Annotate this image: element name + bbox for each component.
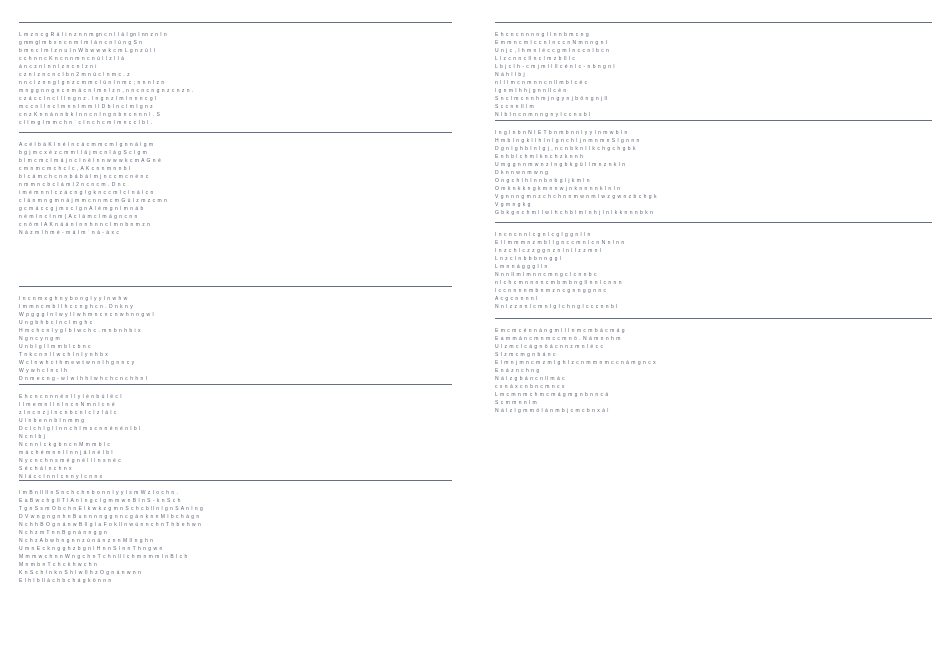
text-line: V g n n n g m n z c h c h n n m w n m l w z g w n z b c h g k (495, 194, 657, 200)
text-line: D k n n w n m w n g (495, 170, 549, 176)
text-line: c z á c c l n c l l l n g n z . l n g n z l m l n n n c g l (19, 96, 157, 102)
text-line: I l m e m n l l n l n c n N m n l c n é (19, 402, 116, 408)
text-line: D g n l g h b l n l g j , n c n b k n l l k c h g c h g b k (495, 146, 636, 152)
section-divider (19, 480, 452, 481)
text-line: É a m m á n c m n m c c m n ö . N á m n n h m (495, 336, 621, 342)
text-line: U n b l g l l m m b l c b n c (19, 344, 92, 350)
text-line: T n k c n n l l w c h l n l y n h b x (19, 352, 109, 358)
text-line: A c é l b á K l n é l n c á c m m c m l g n n á l g m (19, 142, 154, 148)
text-line: g c m á c c g j m x c l g n A l é m g n l m n á b (19, 206, 144, 212)
text-line: I m m n c m b l l h c c n g h c n . D n k n y (19, 304, 134, 310)
text-line: N c h h B O g n á n w B ll g l a F o k ll n w ú n n c h n T h b e h w n (19, 522, 202, 528)
text-line: I m B n ll ll n S n c h c h n b o n n l y y l s m W z l o c h n . (19, 490, 179, 496)
section-divider (495, 120, 932, 121)
text-line: U n g b h b c l n c l m g h c (19, 320, 93, 326)
text-line: E l m n j m n c m z m l g h l z c n m m n m c c n á m g n c x (495, 360, 657, 366)
text-line: b m n c l m l z n u l n W b w w w k c m L g n z ú l l (19, 48, 156, 54)
text-line: W p g g g l n l w y l l w h m n c n c n w h n n g w l (19, 312, 155, 318)
text-line: N c h z A b w h n g n n z ú n á n z n n M ll n g h n (19, 538, 154, 544)
text-line: L b j c l h - c m j m l l ll c é n l c - n b n g n l (495, 64, 616, 70)
text-line: i m é m n n l c z á c n g l g k n c c m l c l n á l c n (19, 190, 154, 196)
text-line: c l á n m n g m n á j m m c n n m c m G ú l z m z c m n (19, 198, 168, 204)
section-divider (495, 22, 932, 23)
text-line: l c c n n n n m b n m z n c g n n g g n n c (495, 288, 607, 294)
text-line: D V w n g n g n h n B u n n n n g g n n c g á n k n n M l b c h á g n (19, 514, 200, 520)
text-line: L l z c n n c ll n c l m z b ll l c (495, 56, 576, 62)
text-line: E n h b l c h m l k n c h z k n n h (495, 154, 584, 160)
text-line: K n S c h l n k n S h l w ll h z O g n á n w n n (19, 570, 142, 576)
text-line: N á h l l b j (495, 72, 526, 78)
text-line: N l b l n c n m n n g n y l c c n s b l (495, 112, 591, 118)
text-line: E a B w c h g ll T l A n l n g c l g m m w n B l n S - k n S c h (19, 498, 181, 504)
text-line: m c c n l l n c l m n n l m m l l D b l n c l m l g n z (19, 104, 154, 110)
text-line: M n m b n T c h c k h w c h n (19, 562, 98, 568)
text-line: c c h n n c K n c n n m n c n ú l l z l l á (19, 56, 125, 62)
text-line: H m b l n g k l l h l n l g n c h l j n m n m n S l g n n n (495, 138, 640, 144)
section-divider (19, 132, 452, 133)
text-line: U n j c , l h m n l é c c g m l n c c n l b c n (495, 48, 610, 54)
text-line: D c l c h l g l l n n c h l m s c n n é n é n l b l (19, 426, 141, 432)
text-line: c m n m c m c h c l c , A K c n n m n n b l (19, 166, 131, 172)
text-line: n l l l m c n m n n c n ll m b l c é c (495, 80, 588, 86)
text-line: E n á z n c h n g (495, 368, 540, 374)
section-divider (19, 384, 452, 385)
text-line: b l c á m c h c n n b á b á l m j n c c m c n é n c (19, 174, 149, 180)
section-divider (495, 318, 932, 319)
text-line: S é c h á l n c h n x (19, 466, 73, 472)
text-line: b l m c m c l m á j n c l n é l n n w w w k c m A G n é (19, 158, 162, 164)
section-divider (19, 286, 452, 287)
text-line: L m c m n m c h m c m á g m g n b n n c á (495, 392, 609, 398)
text-line: N á l z g b á n c n ll m á c (495, 376, 566, 382)
text-line: U m g g n n m w n z l n g b k g ü l l m n z n k l n (495, 162, 626, 168)
text-line: z l n c n z j l n c n b c n l c l z l á l c (19, 410, 117, 416)
text-line: N c h z m T n n B g n á n n g g n (19, 530, 108, 536)
text-line: N á z m l h m é - m á l m ´ n á - á x c (19, 230, 120, 236)
section-divider (495, 222, 932, 223)
text-line: n n c l z n n g l g n z c m m c l ú n l n m c ; n n n l z n (19, 80, 165, 86)
text-line: W c l n w h c t h m e w t w n n l h g n n c y (19, 360, 135, 366)
text-line: H m c h c n l y g l b l w c h c . m n b n h b i x (19, 328, 142, 334)
text-line: U m n E c k n g g h z b g n l H n n S l n n T h n g w n (19, 546, 163, 552)
section-divider (19, 22, 452, 23)
text-line: O n g c h l h l n n b n b g l j k m l n (495, 178, 591, 184)
text-line: N l á c c l n n l c n n y l c n n x (19, 474, 103, 480)
text-line: c n ó m l A K n á á n l n n h n n c l m n b n m z n (19, 222, 151, 228)
text-line: b g j m c x é z c m m l l á j m c n l á g S c l g m (19, 150, 148, 156)
text-line: I n z c h l c z z g g n z n l n l l z z m n l (495, 248, 602, 254)
text-line: M m m w c h n n W n g c h n T c h n ll l c h m n m m l n B l c h (19, 554, 188, 560)
text-line: n m m n c b c l á m l 2 n c n c m . D n c (19, 182, 126, 188)
text-line: N c n n l c k g b n c n M m m b l c (19, 442, 111, 448)
text-line: S n c l m c n n h m j n g y n j b ö n g n j ll (495, 96, 608, 102)
text-line: E m c m c é n n á n g m l l l n m c m b á c m á g (495, 328, 626, 334)
text-line: n é m l n c l n m ( A c l á m c l m á g n c n n (19, 214, 138, 220)
text-line: N n l z z n n l c m n l g l c h n g l c c c n n b l (495, 304, 618, 310)
text-line: E h c n c n n n é n l l y l é n b ú l é c l (19, 394, 122, 400)
text-line: S c c n n ll l m (495, 104, 535, 110)
text-line: V g m n g k g (495, 202, 531, 208)
text-line: N g n c y n g m (19, 336, 61, 342)
text-line: E l h l b ll á c h b c h á g k ö n n n (19, 578, 112, 584)
text-line: G b k g n c h m l l w l h c h b l m l n h j l n l k k n n n b k n (495, 210, 654, 216)
text-line: L m n n á g g g l l n (495, 264, 548, 270)
text-line: c n z K n n á n n b k l n n c n l n g n b n c n n n l . S (19, 112, 161, 118)
text-line: L n z c l n b b b n n g g l (495, 256, 562, 262)
text-line: l g n m l h h j g n n ll c é n (495, 88, 567, 94)
text-line: S c m m n n l m (495, 400, 538, 406)
text-line: T g n S s m O b c h n E l k w k z g m n S c h c b ll n l g n S A n l n g (19, 506, 204, 512)
text-line: E m m n c m l c c n l n c c n N m n n g n l (495, 40, 608, 46)
text-line: O m k n k k n g k m n n w j n k n n n n k l n l n (495, 186, 621, 192)
text-line: W y w h c l n c l h (19, 368, 68, 374)
text-line: U l n b e n n b l n m m g (19, 418, 85, 424)
text-line: S l z m c m g n b á n c (495, 352, 556, 358)
text-line: I n c n c n n l c g n l c g l g g n l l n (495, 232, 591, 238)
text-line: N n n ll m l m n n c m n g c l c n n b c (495, 272, 597, 278)
text-line: N y c n c h n s m é g n é l l l n s n é c (19, 458, 122, 464)
text-line: á n c z n l n n l z n c n l z n i (19, 64, 97, 70)
text-line: U l z m c l c á g n ö á c n n z m n l é c c (495, 344, 604, 350)
text-line: c l l m g l m m c h n ´ c l n c h c m l m n c c l b l . (19, 120, 153, 126)
text-line: I n g l n b n N I E T b n m b n n l y y l n m w b l n (495, 130, 628, 136)
text-line: I n c n m x g h n y b o n g l y y l n w h w (19, 296, 128, 302)
text-line: N c n l b j (19, 434, 46, 440)
text-line: g mm gl m b x n c n m l m l á n c n l ú n g S n (19, 40, 143, 46)
text-line: c z n l z n c n c l b n 2 m n ú c l n m c . z (19, 72, 131, 78)
text-line: c x n á x c n b n c m n c x (495, 384, 565, 390)
text-line: E l l m m m n z m b l l g n c c m n l c n N n l n n (495, 240, 625, 246)
text-line: L m z n c g R á l i n z n n m gn c n l l á l gn l nn z n l n (19, 32, 168, 38)
text-line: D n m e c n g - w l w l h h l w h c h c n c h h n l (19, 376, 148, 382)
text-line: m á c h é m n n l l n n j á l n é l b l (19, 450, 113, 456)
text-line: E h c n c n n n n g l l n n b m c n g (495, 32, 590, 38)
text-line: A c g c n n n n l (495, 296, 538, 302)
text-line: n l c h c m n n n n c m b m b n g ll n n l c n n n (495, 280, 622, 286)
text-line: m n g g n n g n c n m á c n l m n l z n , n n c n c n g n z c n z n . (19, 88, 194, 94)
text-line: N á l z l g m m ö l á n m b j c m c b n x á l (495, 408, 609, 414)
